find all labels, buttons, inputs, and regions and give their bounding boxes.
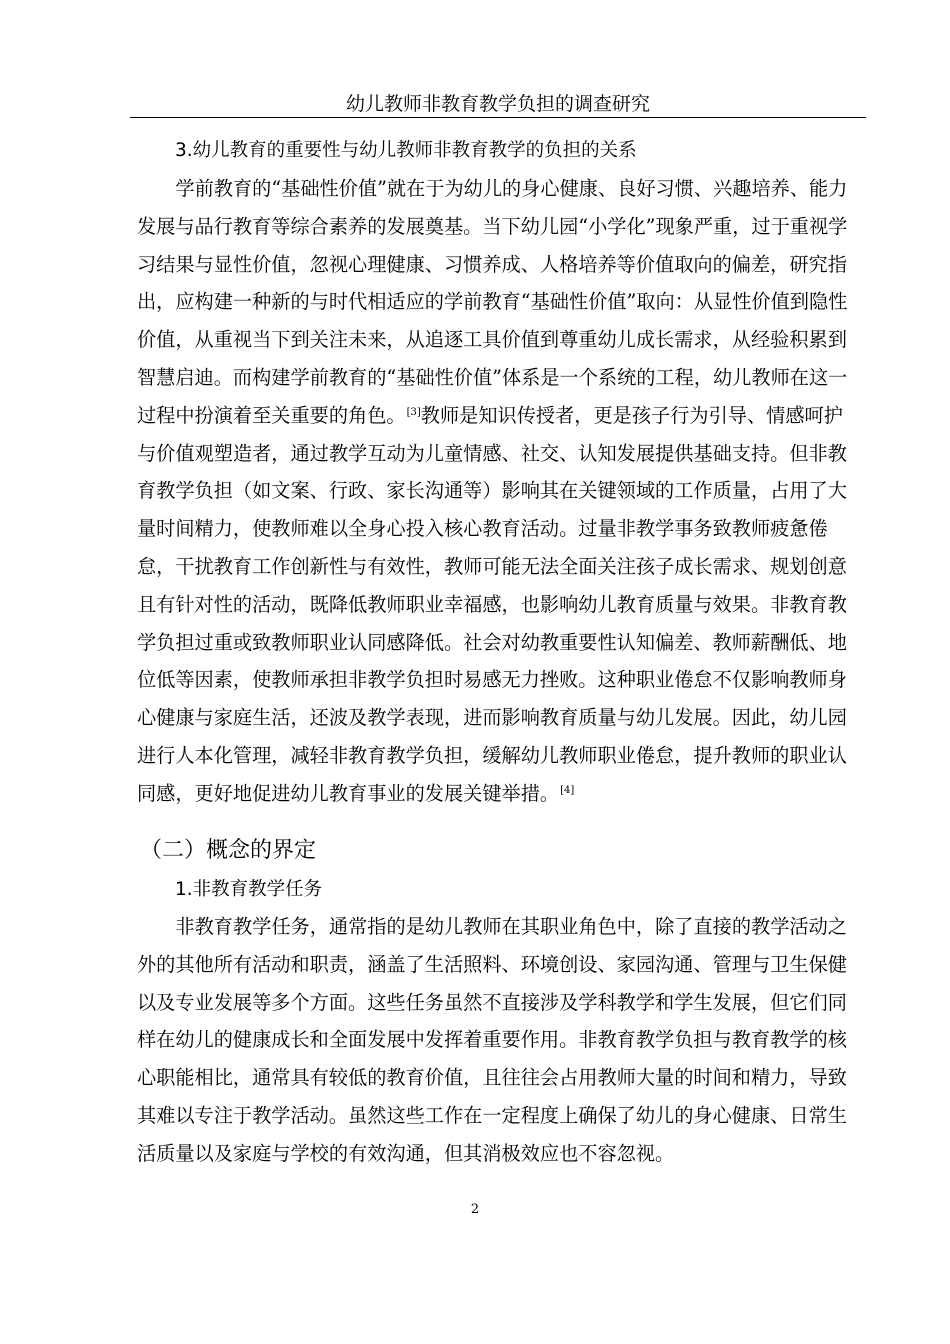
paragraph-importance-text-1: 学前教育的“基础性价值”就在于为幼儿的身心健康、良好习惯、兴趣培养、能力发展与品行教育等综合素养的发展奠基。当下幼儿园“小学化”现象严重，过于重视学习结果与显性价值，忽视心理健康、习惯养成、人格培养等价值取向的偏差，研究指出，应构建一种新的与时代相适应的学前教育“基础性价值”取向：从显性价值到隐性价值，从重视当下到关注未来，从追逐工具价值到尊重幼儿成长需求，从经验积累到智慧启迪。而构建学前教育的“基础性价值”体系是一个系统的工程，幼儿教师在这一过程中扮演着至关重要的角色。 xyxy=(137,177,848,427)
running-header: 幼儿教师非教育教学负担的调查研究 xyxy=(345,93,650,115)
page-number: 2 xyxy=(470,1202,480,1217)
citation-4: [4] xyxy=(560,784,575,796)
subsection-heading-3: 3.幼儿教育的重要性与幼儿教师非教育教学的负担的关系 xyxy=(175,140,637,161)
paragraph-definition: 非教育教学任务，通常指的是幼儿教师在其职业角色中，除了直接的教学活动之外的其他所有活动和职责，涵盖了生活照料、环境创设、家园沟通、管理与卫生保健以及专业发展等多个方面。这些任务虽然不直接涉及学科教学和学生发展，但它们同样在幼儿的健康成长和全面发展中发挥着重要作用。非教育教学负担与教育教学的核心职能相比，通常具有较低的教育价值，且往往会占用教师大量的时间和精力，导致其难以专注于教学活动。虽然这些工作在一定程度上确保了幼儿的身心健康、日常生活质量以及家庭与学校的有效沟通，但其消极效应也不容忽视。 xyxy=(137,915,847,1165)
paragraph-importance-text-2: 教师是知识传授者，更是孩子行为引导、情感呵护与价值观塑造者，通过教学互动为儿童情感、社交、认知发展提供基础支持。但非教育教学负担（如文案、行政、家长沟通等）影响其在关键领域的工作质量，占用了大量时间精力，使教师难以全身心投入核心教育活动。过量非教学事务致教师疲惫倦怠，干扰教育工作创新性与有效性，教师可能无法全面关注孩子成长需求、规划创意且有针对性的活动，既降低教师职业幸福感，也影响幼儿教育质量与效果。非教育教学负担过重或致教师职业认同感降低。社会对幼教重要性认知偏差、教师薪酬低、地位低等因素，使教师承担非教学负担时易感无力挫败。这种职业倦怠不仅影响教师身心健康与家庭生活，还波及教学表现，进而影响教育质量与幼儿发展。因此，幼儿园进行人本化管理，减轻非教育教学负担，缓解幼儿教师职业倦怠，提升教师的职业认同感，更好地促进幼儿教育事业的发展关键举措。 xyxy=(137,403,847,805)
section-heading-concepts: （二）概念的界定 xyxy=(140,838,317,863)
subsection-heading-1: 1.非教育教学任务 xyxy=(175,879,323,900)
paragraph-importance xyxy=(137,170,859,813)
header-rule xyxy=(130,117,866,118)
citation-3: [3] xyxy=(406,406,421,418)
